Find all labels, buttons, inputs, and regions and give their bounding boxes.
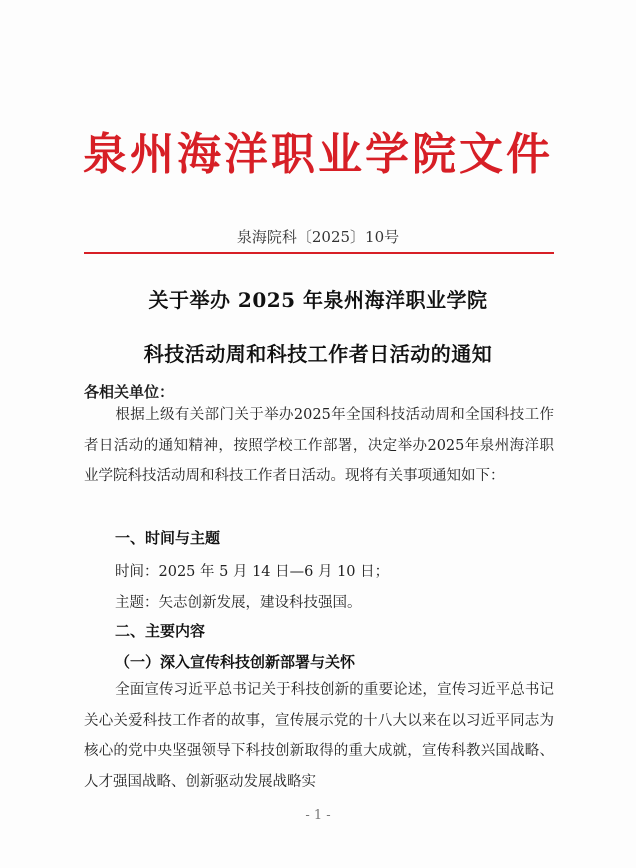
section-2-heading: 二、主要内容 <box>115 622 206 640</box>
subsection-1-heading: （一）深入宣传科技创新部署与关怀 <box>115 653 356 671</box>
page-number: - 1 - <box>305 808 331 823</box>
notice-title-line-1: 关于举办 2025 年泉州海洋职业学院 <box>148 288 488 312</box>
notice-title-line-2: 科技活动周和科技工作者日活动的通知 <box>143 342 493 366</box>
intro-paragraph <box>84 400 554 492</box>
section-1-heading: 一、时间与主题 <box>115 529 221 547</box>
document-header-title: 泉州海洋职业学院文件 <box>83 129 553 180</box>
subsection-1-paragraph <box>84 675 554 797</box>
addressee: 各相关单位： <box>84 383 175 401</box>
intro-text: 根据上级有关部门关于举办2025年全国科技活动周和全国科技工作者日活动的通知精神，按照学校工作部署，决定举办2025年泉州海洋职业学院科技活动周和科技工作者日活动。现将有关事项通知如下： <box>84 407 554 484</box>
event-time: 时间：2025 年 5 月 14 日—6 月 10 日； <box>115 564 390 580</box>
subsection-1-text: 全面宣传习近平总书记关于科技创新的重要论述，宣传习近平总书记关心关爱科技工作者的故事，宣传展示党的十八大以来在以习近平同志为核心的党中央坚强领导下科技创新取得的重大成就，宣传科教兴国战略、人才强国战略、创新驱动发展战略实 <box>84 682 554 790</box>
document-number: 泉海院科〔2025〕10号 <box>236 228 400 246</box>
red-divider-line <box>84 252 554 254</box>
event-theme: 主题：矢志创新发展，建设科技强国。 <box>115 595 362 611</box>
